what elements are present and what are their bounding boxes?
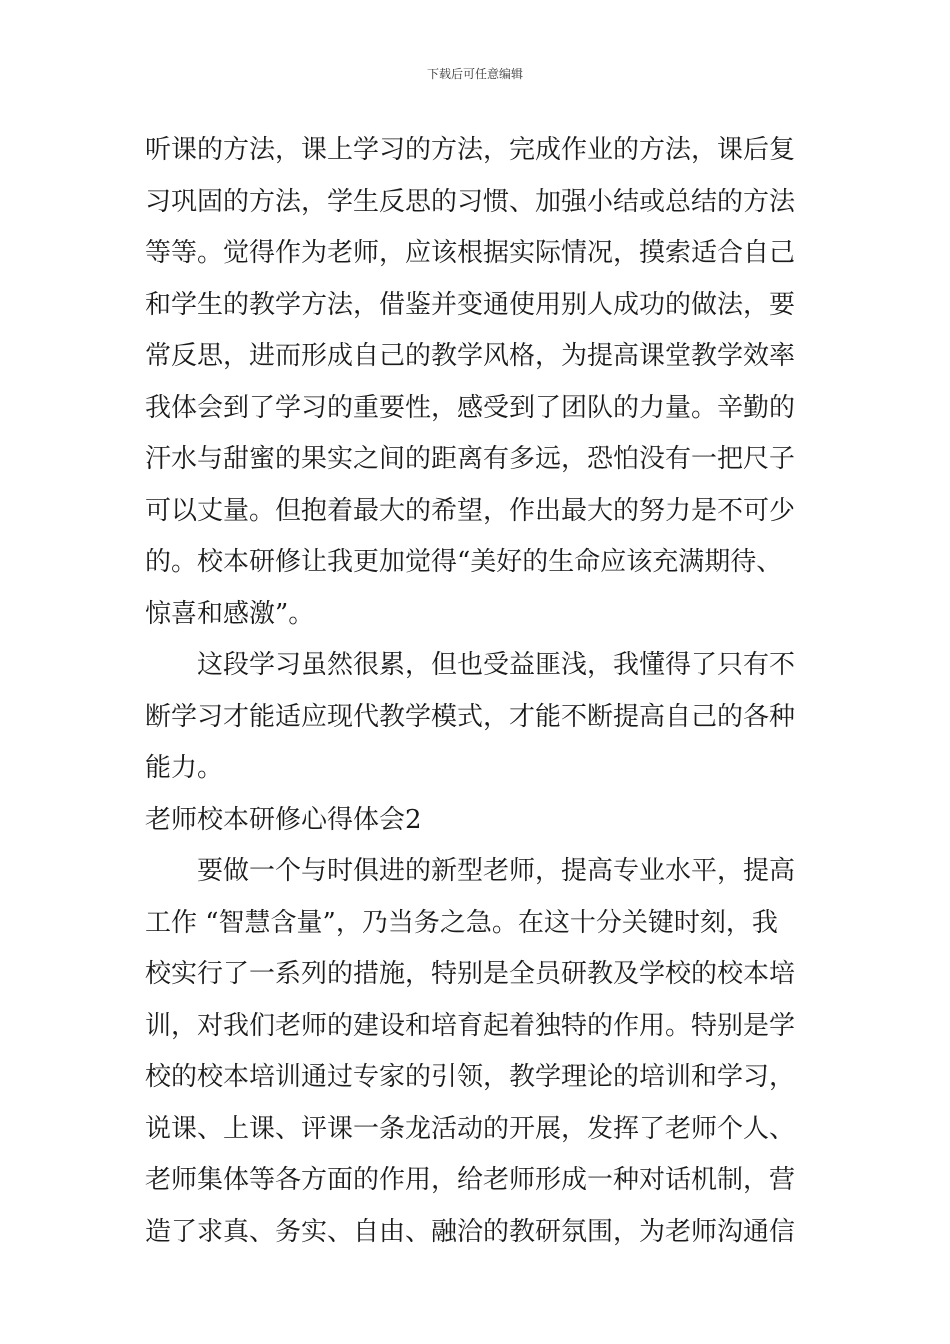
- paragraph-line: 可以丈量。但抱着最大的希望，作出最大的努力是不可少: [145, 495, 796, 526]
- section-heading: 老师校本研修心得体会2: [145, 804, 422, 835]
- paragraph-line: 能力。: [145, 753, 224, 783]
- paragraph-line: 常反思，进而形成自己的教学风格，为提高课堂教学效率: [145, 341, 796, 371]
- paragraph-line: 要做一个与时俱进的新型老师，提高专业水平，提高: [197, 856, 796, 886]
- paragraph-line: 校的校本培训通过专家的引领，教学理论的培训和学习，: [145, 1062, 796, 1092]
- paragraph-line: 断学习才能适应现代教学模式，才能不断提高自己的各种: [145, 701, 796, 732]
- paragraph-line: 听课的方法，课上学习的方法，完成作业的方法，课后复: [145, 135, 796, 165]
- paragraph-line: 惊喜和感激”。: [145, 598, 315, 629]
- paragraph-line: 工作 “智慧含量”，乃当务之急。在这十分关键时刻，我: [145, 907, 778, 938]
- paragraph-line: 我体会到了学习的重要性，感受到了团队的力量。辛勤的: [145, 392, 796, 423]
- paragraph-line: 这段学习虽然很累，但也受益匪浅，我懂得了只有不: [197, 650, 796, 680]
- paragraph-line: 等等。觉得作为老师，应该根据实际情况，摸索适合自己: [145, 238, 796, 268]
- paragraph-line: 的。校本研修让我更加觉得“美好的生命应该充满期待、: [145, 547, 783, 577]
- paragraph-line: 说课、上课、评课一条龙活动的开展，发挥了老师个人、: [145, 1113, 796, 1144]
- document-body: [145, 125, 810, 1258]
- page-header: 下载后可任意编辑: [426, 67, 523, 81]
- paragraph-line: 校实行了一系列的措施，特别是全员研教及学校的校本培: [145, 959, 796, 989]
- paragraph-line: 造了求真、务实、自由、融洽的教研氛围，为老师沟通信: [145, 1216, 796, 1247]
- paragraph-line: 老师集体等各方面的作用，给老师形成一种对话机制，营: [145, 1165, 796, 1195]
- paragraph-line: 和学生的教学方法，借鉴并变通使用别人成功的做法，要: [145, 289, 796, 320]
- paragraph-line: 习巩固的方法，学生反思的习惯、加强小结或总结的方法: [145, 186, 796, 217]
- paragraph-line: 汗水与甜蜜的果实之间的距离有多远，恐怕没有一把尺子: [145, 444, 796, 474]
- paragraph-line: 训，对我们老师的建设和培育起着独特的作用。特别是学: [145, 1010, 796, 1041]
